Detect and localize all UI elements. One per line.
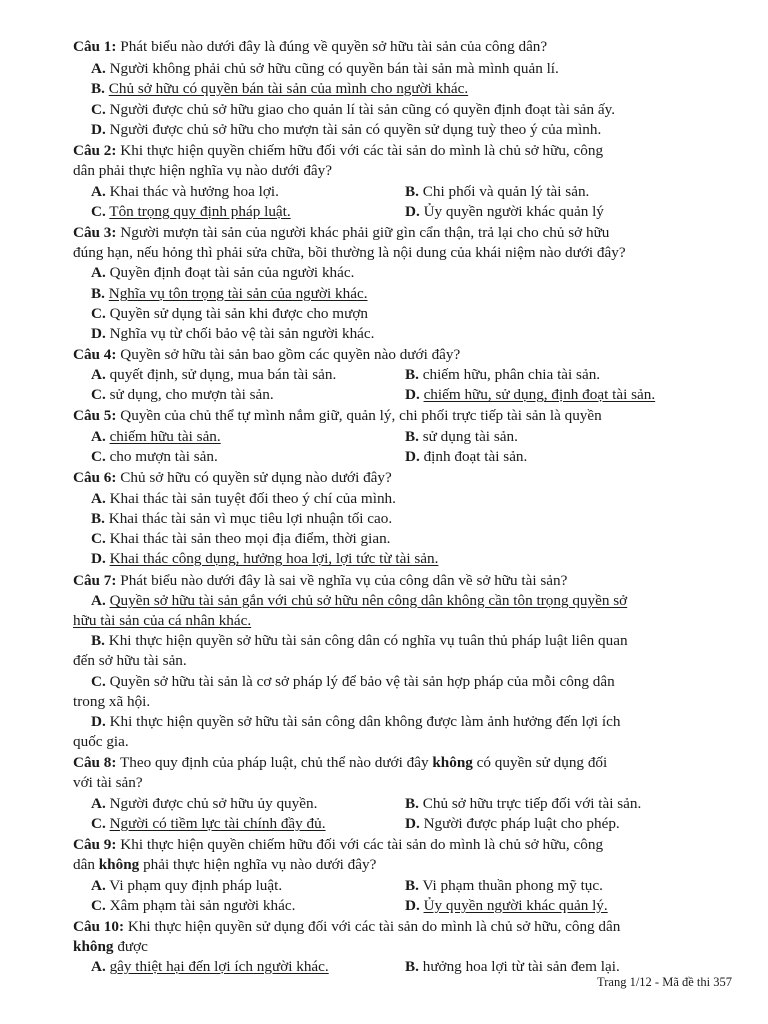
- question-line: [405, 183, 589, 201]
- line-text: được: [113, 938, 148, 955]
- question-line: [91, 203, 291, 221]
- question-line: [91, 386, 274, 404]
- question-line: [73, 774, 143, 792]
- question-line: [91, 897, 295, 915]
- line-text: Người mượn tài sản của người khác phải giữ gìn cẩn thận, trả lại cho chủ sở hữu: [116, 224, 610, 241]
- question-line: [91, 448, 218, 466]
- option-letter: C.: [91, 203, 106, 220]
- question-stem-line: [73, 38, 547, 56]
- option-letter: C.: [91, 448, 106, 465]
- option-letter: D.: [405, 203, 420, 220]
- question-line: [73, 938, 148, 956]
- line-text: Khai thác và hưởng hoa lợi.: [105, 183, 279, 200]
- line-text: Khai thác tài sản vì mục tiêu lợi nhuận tối cao.: [104, 510, 393, 527]
- question-label: Câu 8:: [73, 754, 117, 771]
- question-line: [91, 632, 628, 650]
- line-text: Quyền của chủ thể tự mình nắm giữ, quản lý, chi phối trực tiếp tài sản là quyền: [116, 407, 602, 424]
- line-text: Chủ sở hữu trực tiếp đối với tài sản.: [418, 795, 642, 812]
- line-text: Khi thực hiện quyền sở hữu tài sản công dân không được làm ảnh hưởng đến lợi ích: [105, 713, 621, 730]
- question-stem-line: [73, 918, 620, 936]
- option-letter: C.: [91, 897, 106, 914]
- line-text: đến sở hữu tài sản.: [73, 652, 187, 669]
- underlined-answer-text: gây thiệt hại đến lợi ích người khác.: [109, 958, 329, 975]
- question-label: Câu 6:: [73, 469, 117, 486]
- line-text: Phát biểu nào dưới đây là đúng về quyền sở hữu tài sản của công dân?: [116, 38, 548, 55]
- line-text: Khai thác tài sản theo mọi địa điểm, thời gian.: [105, 530, 391, 547]
- line-text: Người được chủ sở hữu cho mượn tài sản có quyền sử dụng tuỳ theo ý của mình.: [105, 121, 602, 138]
- question-line: [405, 815, 620, 833]
- question-line: [91, 673, 615, 691]
- line-text: sử dụng, cho mượn tài sản.: [105, 386, 274, 403]
- question-line: [91, 101, 615, 119]
- question-line: [91, 285, 368, 303]
- option-letter: D.: [405, 448, 420, 465]
- line-text: không: [98, 856, 140, 873]
- question-line: [91, 592, 627, 610]
- option-letter: B.: [91, 510, 105, 527]
- question-line: [91, 366, 336, 384]
- option-letter: D.: [405, 897, 420, 914]
- question-line: [91, 325, 374, 343]
- question-line: [91, 183, 279, 201]
- question-label: Câu 5:: [73, 407, 117, 424]
- question-stem-line: [73, 572, 567, 590]
- question-line: [91, 795, 317, 813]
- line-text: dân: [73, 856, 99, 873]
- line-text: Ủy quyền người khác quản lý: [419, 203, 604, 220]
- question-stem-line: [73, 224, 609, 242]
- underlined-answer-text: Tôn trọng quy định pháp luật.: [109, 203, 291, 220]
- question-line: [91, 428, 221, 446]
- question-line: [405, 366, 600, 384]
- line-text: Quyền sở hữu tài sản bao gồm các quyền nào dưới đây?: [116, 346, 461, 363]
- line-text: đúng hạn, nếu hỏng thì phải sửa chữa, bồi thường là nội dung của khái niệm nào dưới đây?: [73, 244, 626, 261]
- option-letter: D.: [91, 325, 106, 342]
- option-letter: A.: [91, 428, 106, 445]
- option-letter: B.: [405, 183, 419, 200]
- line-text: Chủ sở hữu có quyền sử dụng nào dưới đây?: [116, 469, 392, 486]
- line-text: Phát biểu nào dưới đây là sai về nghĩa vụ của công dân về sở hữu tài sản?: [116, 572, 568, 589]
- question-line: [91, 510, 392, 528]
- question-line: [91, 305, 368, 323]
- line-text: quốc gia.: [73, 733, 129, 750]
- line-text: Khi thực hiện quyền sử dụng đối với các tài sản do mình là chủ sở hữu, công dân: [124, 918, 621, 935]
- question-label: Câu 4:: [73, 346, 117, 363]
- question-line: [91, 60, 559, 78]
- question-stem-line: [73, 346, 460, 364]
- question-label: Câu 3:: [73, 224, 117, 241]
- question-stem-line: [73, 407, 602, 425]
- question-label: Câu 9:: [73, 836, 117, 853]
- line-text: cho mượn tài sản.: [105, 448, 218, 465]
- option-letter: A.: [91, 592, 106, 609]
- line-text: Xâm phạm tài sản người khác.: [105, 897, 296, 914]
- question-line: [91, 815, 326, 833]
- underlined-answer-text: Nghĩa vụ tôn trọng tài sản của người khác.: [108, 285, 368, 302]
- underlined-answer-text: Ủy quyền người khác quản lý.: [423, 897, 608, 914]
- question-line: [91, 490, 396, 508]
- option-letter: B.: [91, 285, 105, 302]
- question-line: [73, 652, 187, 670]
- question-line: [73, 856, 376, 874]
- option-letter: C.: [91, 673, 106, 690]
- option-letter: C.: [91, 530, 106, 547]
- line-text: Khi thực hiện quyền chiếm hữu đối với các tài sản do mình là chủ sở hữu, công: [116, 836, 604, 853]
- option-letter: B.: [405, 877, 419, 894]
- line-text: sử dụng tài sản.: [418, 428, 518, 445]
- question-line: [405, 897, 608, 915]
- line-text: Chi phối và quản lý tài sản.: [418, 183, 590, 200]
- line-text: quyết định, sử dụng, mua bán tài sản.: [105, 366, 337, 383]
- line-text: Khi thực hiện quyền chiếm hữu đối với các tài sản do mình là chủ sở hữu, công: [116, 142, 604, 159]
- option-letter: B.: [405, 795, 419, 812]
- question-stem-line: [73, 469, 392, 487]
- question-label: Câu 2:: [73, 142, 117, 159]
- line-text: không: [432, 754, 473, 771]
- line-text: Quyền sở hữu tài sản là cơ sở pháp lý để bảo vệ tài sản hợp pháp của mỗi công dân: [105, 673, 615, 690]
- line-text: Người được pháp luật cho phép.: [419, 815, 620, 832]
- line-text: Người không phải chủ sở hữu cũng có quyền bán tài sản mà mình quản lí.: [105, 60, 559, 77]
- line-text: có quyền sử dụng đối: [472, 754, 608, 771]
- option-letter: C.: [91, 101, 106, 118]
- question-line: [73, 693, 150, 711]
- option-letter: B.: [405, 428, 419, 445]
- option-letter: D.: [91, 121, 106, 138]
- question-line: [405, 428, 518, 446]
- underlined-answer-text: hữu tài sản của cá nhân khác.: [73, 612, 252, 629]
- question-stem-line: [73, 836, 603, 854]
- underlined-answer-text: Khai thác công dụng, hưởng hoa lợi, lợi tức từ tài sản.: [109, 550, 439, 567]
- line-text: Theo quy định của pháp luật, chủ thể nào dưới đây: [116, 754, 433, 771]
- question-line: [405, 877, 603, 895]
- line-text: hưởng hoa lợi từ tài sản đem lại.: [418, 958, 620, 975]
- question-line: [405, 795, 641, 813]
- option-letter: A.: [91, 490, 106, 507]
- line-text: Vi phạm quy định pháp luật.: [105, 877, 283, 894]
- question-line: [91, 80, 468, 98]
- question-line: [91, 264, 354, 282]
- option-letter: B.: [405, 958, 419, 975]
- underlined-answer-text: chiếm hữu, sử dụng, định đoạt tài sản.: [423, 386, 656, 403]
- option-letter: D.: [405, 815, 420, 832]
- question-line: [91, 713, 620, 731]
- question-stem-line: [73, 754, 607, 772]
- line-text: với tài sản?: [73, 774, 143, 791]
- line-text: chiếm hữu, phân chia tài sản.: [418, 366, 601, 383]
- option-letter: C.: [91, 815, 106, 832]
- line-text: không: [73, 938, 114, 955]
- line-text: Nghĩa vụ từ chối bảo vệ tài sản người khác.: [105, 325, 375, 342]
- question-label: Câu 1:: [73, 38, 117, 55]
- option-letter: A.: [91, 958, 106, 975]
- option-letter: D.: [91, 713, 106, 730]
- underlined-answer-text: Quyền sở hữu tài sản gắn với chủ sở hữu nên công dân không cần tôn trọng quyền sở: [109, 592, 628, 609]
- line-text: Quyền sử dụng tài sản khi được cho mượn: [105, 305, 368, 322]
- question-line: [73, 733, 129, 751]
- option-letter: B.: [91, 80, 105, 97]
- option-letter: A.: [91, 183, 106, 200]
- option-letter: B.: [405, 366, 419, 383]
- underlined-answer-text: chiếm hữu tài sản.: [109, 428, 221, 445]
- page-footer: Trang 1/12 - Mã đề thi 357: [597, 975, 732, 989]
- question-line: [91, 877, 282, 895]
- option-letter: D.: [91, 550, 106, 567]
- underlined-answer-text: Người có tiềm lực tài chính đầy đủ.: [109, 815, 326, 832]
- option-letter: A.: [91, 366, 106, 383]
- question-line: [405, 448, 527, 466]
- line-text: Khi thực hiện quyền sở hữu tài sản công dân có nghĩa vụ tuân thủ pháp luật liên quan: [104, 632, 628, 649]
- option-letter: A.: [91, 60, 106, 77]
- question-line: [73, 244, 626, 262]
- question-line: [73, 162, 332, 180]
- line-text: phải thực hiện nghĩa vụ nào dưới đây?: [139, 856, 377, 873]
- line-text: định đoạt tài sản.: [419, 448, 528, 465]
- question-line: [91, 958, 329, 976]
- question-line: [91, 550, 438, 568]
- question-stem-line: [73, 142, 603, 160]
- option-letter: A.: [91, 795, 106, 812]
- line-text: Khai thác tài sản tuyệt đối theo ý chí của mình.: [105, 490, 396, 507]
- option-letter: A.: [91, 264, 106, 281]
- option-letter: C.: [91, 386, 106, 403]
- line-text: trong xã hội.: [73, 693, 151, 710]
- question-label: Câu 7:: [73, 572, 117, 589]
- question-line: [405, 958, 620, 976]
- option-letter: D.: [405, 386, 420, 403]
- line-text: Vi phạm thuần phong mỹ tục.: [418, 877, 603, 894]
- option-letter: B.: [91, 632, 105, 649]
- question-line: [91, 530, 390, 548]
- question-line: [405, 386, 655, 404]
- option-letter: C.: [91, 305, 106, 322]
- option-letter: A.: [91, 877, 106, 894]
- line-text: dân phải thực hiện nghĩa vụ nào dưới đây?: [73, 162, 332, 179]
- line-text: Quyền định đoạt tài sản của người khác.: [105, 264, 355, 281]
- question-label: Câu 10:: [73, 918, 125, 935]
- line-text: Người được chủ sở hữu ủy quyền.: [105, 795, 318, 812]
- question-line: [405, 203, 604, 221]
- line-text: Người được chủ sở hữu giao cho quản lí tài sản cũng có quyền định đoạt tài sản ấy.: [105, 101, 615, 118]
- question-line: [91, 121, 601, 139]
- question-line: [73, 612, 251, 630]
- underlined-answer-text: Chủ sở hữu có quyền bán tài sản của mình cho người khác.: [108, 80, 469, 97]
